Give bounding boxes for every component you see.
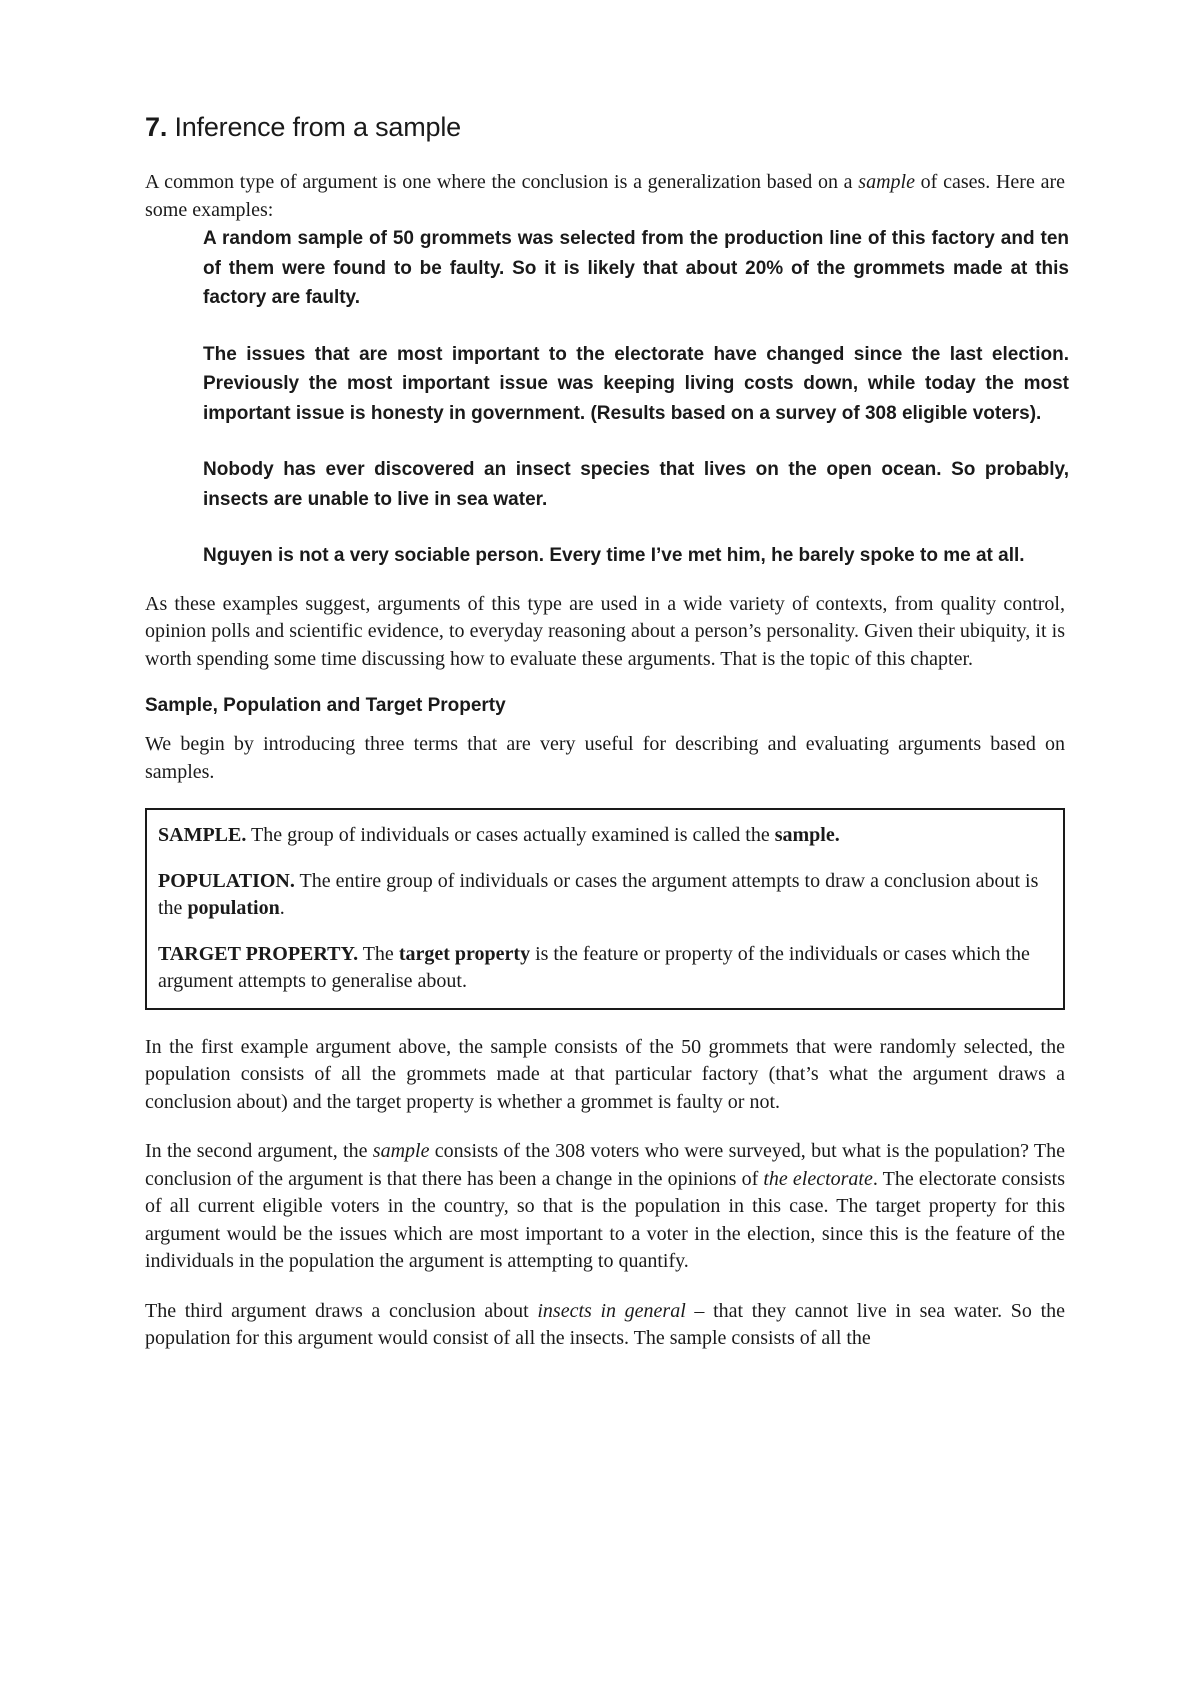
example-insects: Nobody has ever discovered an insect species that lives on the open ocean. So probably, insects are unable to live in sea water.: [203, 459, 1069, 510]
definition-population: POPULATION. The entire group of individuals or cases the argument attempts to draw a conclusion about is the population.: [158, 869, 1039, 919]
definition-target-property: TARGET PROPERTY. The target property is the feature or property of the individuals or cases which the argument attempts to generalise about.: [158, 942, 1030, 992]
example-electorate: The issues that are most important to the electorate have changed since the last election. Previously the most important issue was keeping living costs down, while today the most important issue is honesty in government. (Results based on a survey of 308 eligible voters).: [203, 343, 1069, 424]
definitions-box: [145, 808, 1065, 1010]
chapter-number: 7.: [145, 112, 168, 142]
intro-paragraph: [145, 169, 1065, 224]
intro-italic-sample: sample: [858, 171, 915, 193]
section-intro-paragraph: We begin by introducing three terms that are very useful for describing and evaluating arguments based on samples.: [145, 733, 1065, 783]
chapter-title-text: Inference from a sample: [174, 112, 461, 142]
second-example-analysis: In the second argument, the sample consists of the 308 voters who were surveyed, but what is the population? The conclusion of the argument is that there has been a change in the opinions of the electorate. The electorate consists of all current eligible voters in the country, so that is the population in this case. The target property for this argument would be the issues which are most important to a voter in the election, since this is the feature of the individuals in the population the argument is attempting to quantify.: [145, 1140, 1066, 1272]
example-nguyen: Nguyen is not a very sociable person. Every time I’ve met him, he barely spoke to me at all.: [203, 545, 1025, 566]
intro-text-1: A common type of argument is one where the conclusion is a generalization based on a: [145, 171, 859, 193]
chapter-title: [145, 112, 1065, 143]
intro-text-2: of cases. Here are some examples:: [145, 171, 1065, 221]
example-arguments: [203, 224, 1069, 571]
first-example-analysis: In the first example argument above, the sample consists of the 50 grommets that were randomly selected, the population consists of all the grommets made at that particular factory (that’s what the argument draws a conclusion about) and the target property is whether a grommet is faulty or not.: [145, 1035, 1065, 1113]
definition-sample: SAMPLE. The group of individuals or cases actually examined is called the sample.: [158, 824, 840, 846]
after-examples-paragraph: As these examples suggest, arguments of this type are used in a wide variety of contexts, from quality control, opinion polls and scientific evidence, to everyday reasoning about a person’s personality. Given their ubiquity, it is worth spending some time discussing how to evaluate these arguments. That is the topic of this chapter.: [145, 592, 1065, 670]
example-grommets: A random sample of 50 grommets was selected from the production line of this factory and ten of them were found to be faulty. So it is likely that about 20% of the grommets made at this factory are faulty.: [203, 228, 1069, 308]
third-example-analysis: The third argument draws a conclusion about insects in general – that they cannot live in sea water. So the population for this argument would consist of all the insects. The sample consists of all the: [145, 1299, 1066, 1349]
section-heading: Sample, Population and Target Property: [145, 695, 506, 716]
